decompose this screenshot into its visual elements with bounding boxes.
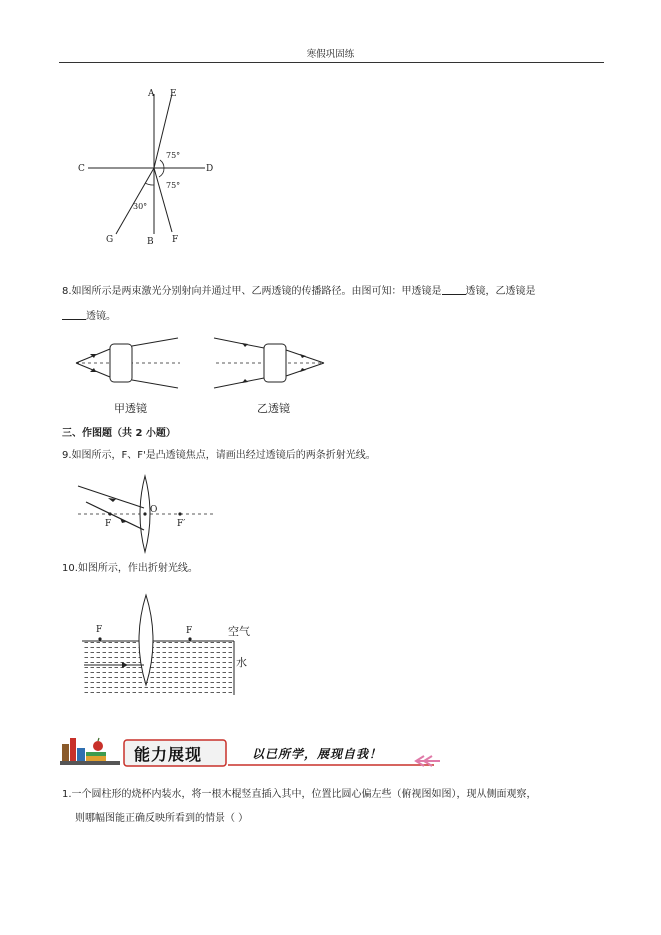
question-8-line1 <box>62 284 536 299</box>
label-q10-f-right: F <box>186 626 193 636</box>
focus-left <box>98 637 101 640</box>
center-o <box>143 512 146 515</box>
question-9-text: 9.如图所示，F、F'是凸透镜焦点，请画出经过透镜后的两条折射光线。 <box>62 450 376 461</box>
angle-bottom: 75° <box>166 181 181 190</box>
label-b: B <box>147 237 154 247</box>
ray-g <box>116 168 154 234</box>
figure-lens-yi <box>212 334 332 394</box>
section-3-title: 三、作图题（共 2 小题） <box>62 428 176 439</box>
label-air: 空气 <box>228 625 250 638</box>
header-divider <box>59 62 604 63</box>
label-c: C <box>78 164 85 174</box>
banner-graphic <box>58 734 442 770</box>
question-1-line1: 1.一个圆柱形的烧杯内装水，将一根木棍竖直插入其中，位置比圆心偏左些（俯视图如图），现从侧面观察， <box>62 789 537 800</box>
label-q10-f-left: F <box>96 625 103 635</box>
apple-icon <box>93 741 103 751</box>
label-water: 水 <box>236 656 247 669</box>
book-3 <box>77 748 85 761</box>
question-1-line2: 则哪幅图能正确反映所看到的情景（ ） <box>75 813 249 824</box>
focus-f <box>108 512 111 515</box>
caption-jia: 甲透镜 <box>114 402 147 415</box>
water-region <box>82 641 234 695</box>
caption-yi: 乙透镜 <box>257 402 290 415</box>
angle-left: 30° <box>133 202 148 211</box>
angle-top: 75° <box>166 151 181 160</box>
figure-q10 <box>78 590 268 700</box>
question-8-line2 <box>62 309 116 324</box>
answer-blank-1[interactable] <box>442 284 466 295</box>
banner-title: 能力展现 <box>134 745 203 764</box>
question-8-text-c: 透镜。 <box>86 311 116 322</box>
question-10-text: 10.如图所示，作出折射光线。 <box>62 563 198 574</box>
figure-lens-jia <box>70 334 190 394</box>
label-g: G <box>106 235 114 245</box>
label-d: D <box>206 164 214 174</box>
arc-top <box>160 160 164 168</box>
label-q9-o: O <box>150 505 158 515</box>
book-1 <box>62 744 69 761</box>
arc-left <box>145 183 154 185</box>
ray-f <box>154 168 172 232</box>
label-q9-f2: F′ <box>177 519 186 529</box>
book-5 <box>86 756 106 761</box>
arc-bottom <box>159 168 164 177</box>
figure-angles <box>70 82 230 252</box>
header-title: 寒假巩固练 <box>306 49 355 60</box>
label-a: A <box>148 89 155 99</box>
books-icon-base <box>60 761 120 765</box>
answer-blank-2[interactable] <box>62 309 86 320</box>
lens-jia-box <box>110 344 132 382</box>
figure-q9 <box>76 474 226 554</box>
book-4 <box>86 752 106 756</box>
book-2 <box>70 738 76 761</box>
label-e: E <box>170 89 177 99</box>
banner-slogan: 以已所学，展现自我！ <box>252 747 383 761</box>
label-q9-f: F <box>105 519 112 529</box>
focus-f2 <box>178 512 181 515</box>
question-8-text-a: 8.如图所示是两束激光分别射向并通过甲、乙两透镜的传播路径。由图可知：甲透镜是 <box>62 286 442 297</box>
focus-right <box>188 637 191 640</box>
lens-yi-box <box>264 344 286 382</box>
label-f: F <box>172 235 179 245</box>
question-8-text-b: 透镜，乙透镜是 <box>465 286 536 297</box>
